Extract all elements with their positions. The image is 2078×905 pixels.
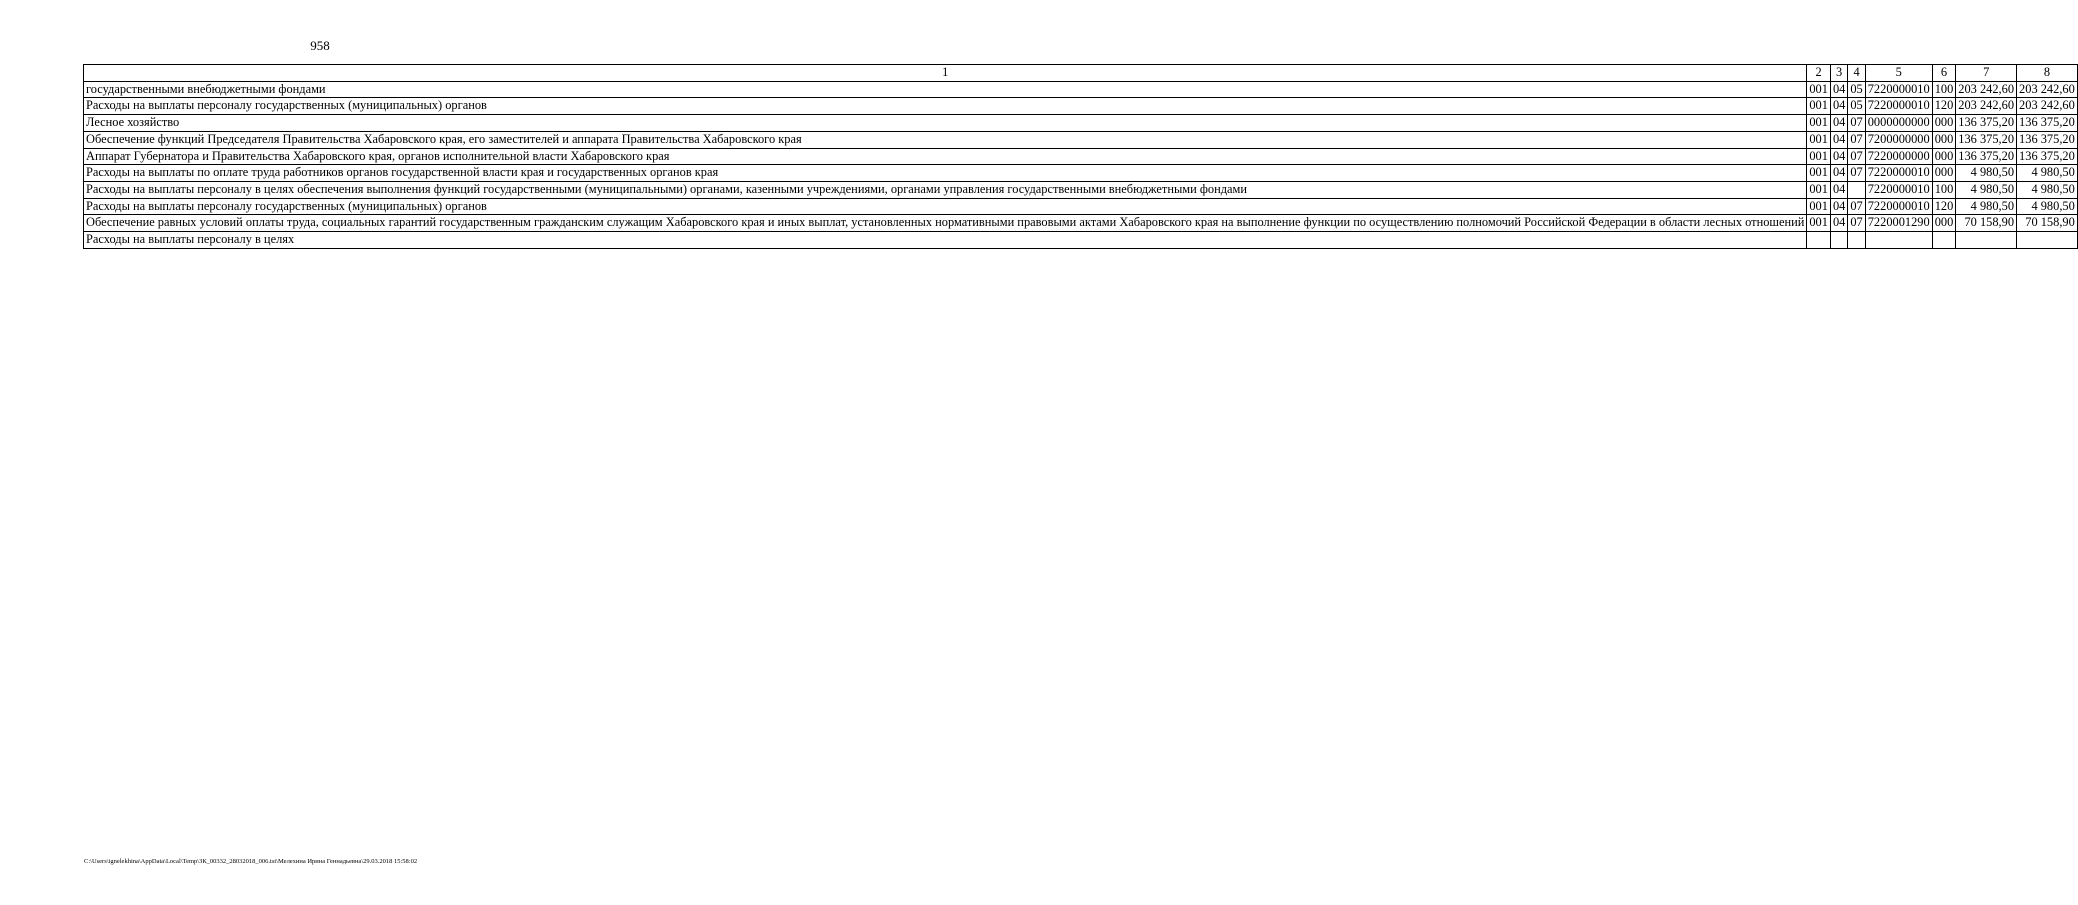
row-code-cell: 001	[1807, 148, 1831, 165]
row-code-cell: 001	[1807, 165, 1831, 182]
header-cell-3: 3	[1830, 65, 1847, 82]
row-subsection-cell	[1848, 181, 1865, 198]
row-target-article-cell: 0000000000	[1865, 115, 1932, 132]
table-row	[84, 98, 2078, 115]
row-section-cell: 04	[1830, 181, 1847, 198]
table-row	[84, 131, 2078, 148]
row-amount-cell: 70 158,90	[1956, 215, 2017, 232]
file-path-footer: C:\Users\ignelekhina\AppData\Local\Temp\ЗК_00332_28032018_006.tst\Мелехина Ирина Геннадьевна\29.03.2018 15:58:02	[84, 858, 418, 865]
row-target-article-cell: 7220000010	[1865, 165, 1932, 182]
row-name-cell: Лесное хозяйство	[84, 115, 1807, 132]
table-row	[84, 198, 2078, 215]
row-amount-cell: 136 375,20	[1956, 115, 2017, 132]
row-name-cell: Обеспечение равных условий оплаты труда, социальных гарантий государственным гражданским служащим Хабаровского края и иных выплат, установленных нормативными правовыми актами Хабаровского края на выполнение функции по осуществлению полномочий Российской Федерации в области лесных отношений	[84, 215, 1807, 232]
table-row	[84, 232, 2078, 249]
row-section-cell: 04	[1830, 148, 1847, 165]
row-expense-type-cell	[1932, 232, 1956, 249]
row-name-cell: Расходы на выплаты персоналу в целях обеспечения выполнения функций государственными (муниципальными) органами, казенными учреждениями, органами управления государственными внебюджетными фондами	[84, 181, 1807, 198]
row-subsection-cell: 07	[1848, 131, 1865, 148]
row-amount-cell: 136 375,20	[2017, 148, 2078, 165]
row-name-cell: Аппарат Губернатора и Правительства Хабаровского края, органов исполнительной власти Хабаровского края	[84, 148, 1807, 165]
page-number: 958	[310, 38, 330, 53]
row-amount-cell	[2017, 232, 2078, 249]
row-subsection-cell	[1848, 232, 1865, 249]
row-expense-type-cell: 000	[1932, 115, 1956, 132]
row-subsection-cell: 05	[1848, 81, 1865, 98]
row-target-article-cell: 7200000000	[1865, 131, 1932, 148]
row-section-cell: 04	[1830, 81, 1847, 98]
row-expense-type-cell: 120	[1932, 98, 1956, 115]
row-amount-cell: 4 980,50	[1956, 198, 2017, 215]
budget-table	[83, 64, 2078, 249]
row-section-cell: 04	[1830, 198, 1847, 215]
table-row	[84, 115, 2078, 132]
row-code-cell: 001	[1807, 198, 1831, 215]
table-row	[84, 215, 2078, 232]
row-expense-type-cell: 000	[1932, 148, 1956, 165]
row-amount-cell: 70 158,90	[2017, 215, 2078, 232]
row-target-article-cell: 7220001290	[1865, 215, 1932, 232]
table-row	[84, 165, 2078, 182]
row-code-cell	[1807, 232, 1831, 249]
row-amount-cell: 136 375,20	[1956, 131, 2017, 148]
row-expense-type-cell: 000	[1932, 215, 1956, 232]
row-section-cell: 04	[1830, 115, 1847, 132]
header-cell-2: 2	[1807, 65, 1831, 82]
row-code-cell: 001	[1807, 115, 1831, 132]
row-target-article-cell: 7220000010	[1865, 81, 1932, 98]
row-name-cell: государственными внебюджетными фондами	[84, 81, 1807, 98]
row-amount-cell: 203 242,60	[2017, 81, 2078, 98]
row-amount-cell	[1956, 232, 2017, 249]
row-target-article-cell: 7220000010	[1865, 98, 1932, 115]
row-amount-cell: 136 375,20	[2017, 131, 2078, 148]
header-cell-4: 4	[1848, 65, 1865, 82]
row-section-cell: 04	[1830, 131, 1847, 148]
row-code-cell: 001	[1807, 98, 1831, 115]
row-expense-type-cell: 120	[1932, 198, 1956, 215]
row-subsection-cell: 05	[1848, 98, 1865, 115]
row-code-cell: 001	[1807, 181, 1831, 198]
row-code-cell: 001	[1807, 131, 1831, 148]
row-amount-cell: 4 980,50	[2017, 165, 2078, 182]
header-cell-5: 5	[1865, 65, 1932, 82]
row-subsection-cell: 07	[1848, 148, 1865, 165]
row-expense-type-cell: 000	[1932, 165, 1956, 182]
header-cell-1: 1	[84, 65, 1807, 82]
row-amount-cell: 4 980,50	[1956, 181, 2017, 198]
table-row	[84, 148, 2078, 165]
row-amount-cell: 203 242,60	[1956, 98, 2017, 115]
row-expense-type-cell: 100	[1932, 81, 1956, 98]
row-target-article-cell	[1865, 232, 1932, 249]
row-name-cell: Расходы на выплаты персоналу в целях	[84, 232, 1807, 249]
row-code-cell: 001	[1807, 81, 1831, 98]
header-cell-6: 6	[1932, 65, 1956, 82]
row-code-cell: 001	[1807, 215, 1831, 232]
row-amount-cell: 4 980,50	[1956, 165, 2017, 182]
header-row	[84, 65, 2078, 82]
row-subsection-cell: 07	[1848, 198, 1865, 215]
row-section-cell	[1830, 232, 1847, 249]
row-target-article-cell: 7220000010	[1865, 198, 1932, 215]
header-cell-8: 8	[2017, 65, 2078, 82]
row-amount-cell: 203 242,60	[1956, 81, 2017, 98]
row-section-cell: 04	[1830, 215, 1847, 232]
row-target-article-cell: 7220000000	[1865, 148, 1932, 165]
row-name-cell: Обеспечение функций Председателя Правительства Хабаровского края, его заместителей и аппарата Правительства Хабаровского края	[84, 131, 1807, 148]
row-subsection-cell: 07	[1848, 115, 1865, 132]
row-section-cell: 04	[1830, 98, 1847, 115]
row-expense-type-cell: 100	[1932, 181, 1956, 198]
row-subsection-cell: 07	[1848, 165, 1865, 182]
row-expense-type-cell: 000	[1932, 131, 1956, 148]
row-name-cell: Расходы на выплаты персоналу государственных (муниципальных) органов	[84, 198, 1807, 215]
row-name-cell: Расходы на выплаты по оплате труда работников органов государственной власти края и государственных органов края	[84, 165, 1807, 182]
row-subsection-cell: 07	[1848, 215, 1865, 232]
row-amount-cell: 136 375,20	[2017, 115, 2078, 132]
row-amount-cell: 4 980,50	[2017, 181, 2078, 198]
row-name-cell: Расходы на выплаты персоналу государственных (муниципальных) органов	[84, 98, 1807, 115]
header-cell-7: 7	[1956, 65, 2017, 82]
table-row	[84, 181, 2078, 198]
row-amount-cell: 203 242,60	[2017, 98, 2078, 115]
row-target-article-cell: 7220000010	[1865, 181, 1932, 198]
table-row	[84, 81, 2078, 98]
row-amount-cell: 136 375,20	[1956, 148, 2017, 165]
row-section-cell: 04	[1830, 165, 1847, 182]
row-amount-cell: 4 980,50	[2017, 198, 2078, 215]
